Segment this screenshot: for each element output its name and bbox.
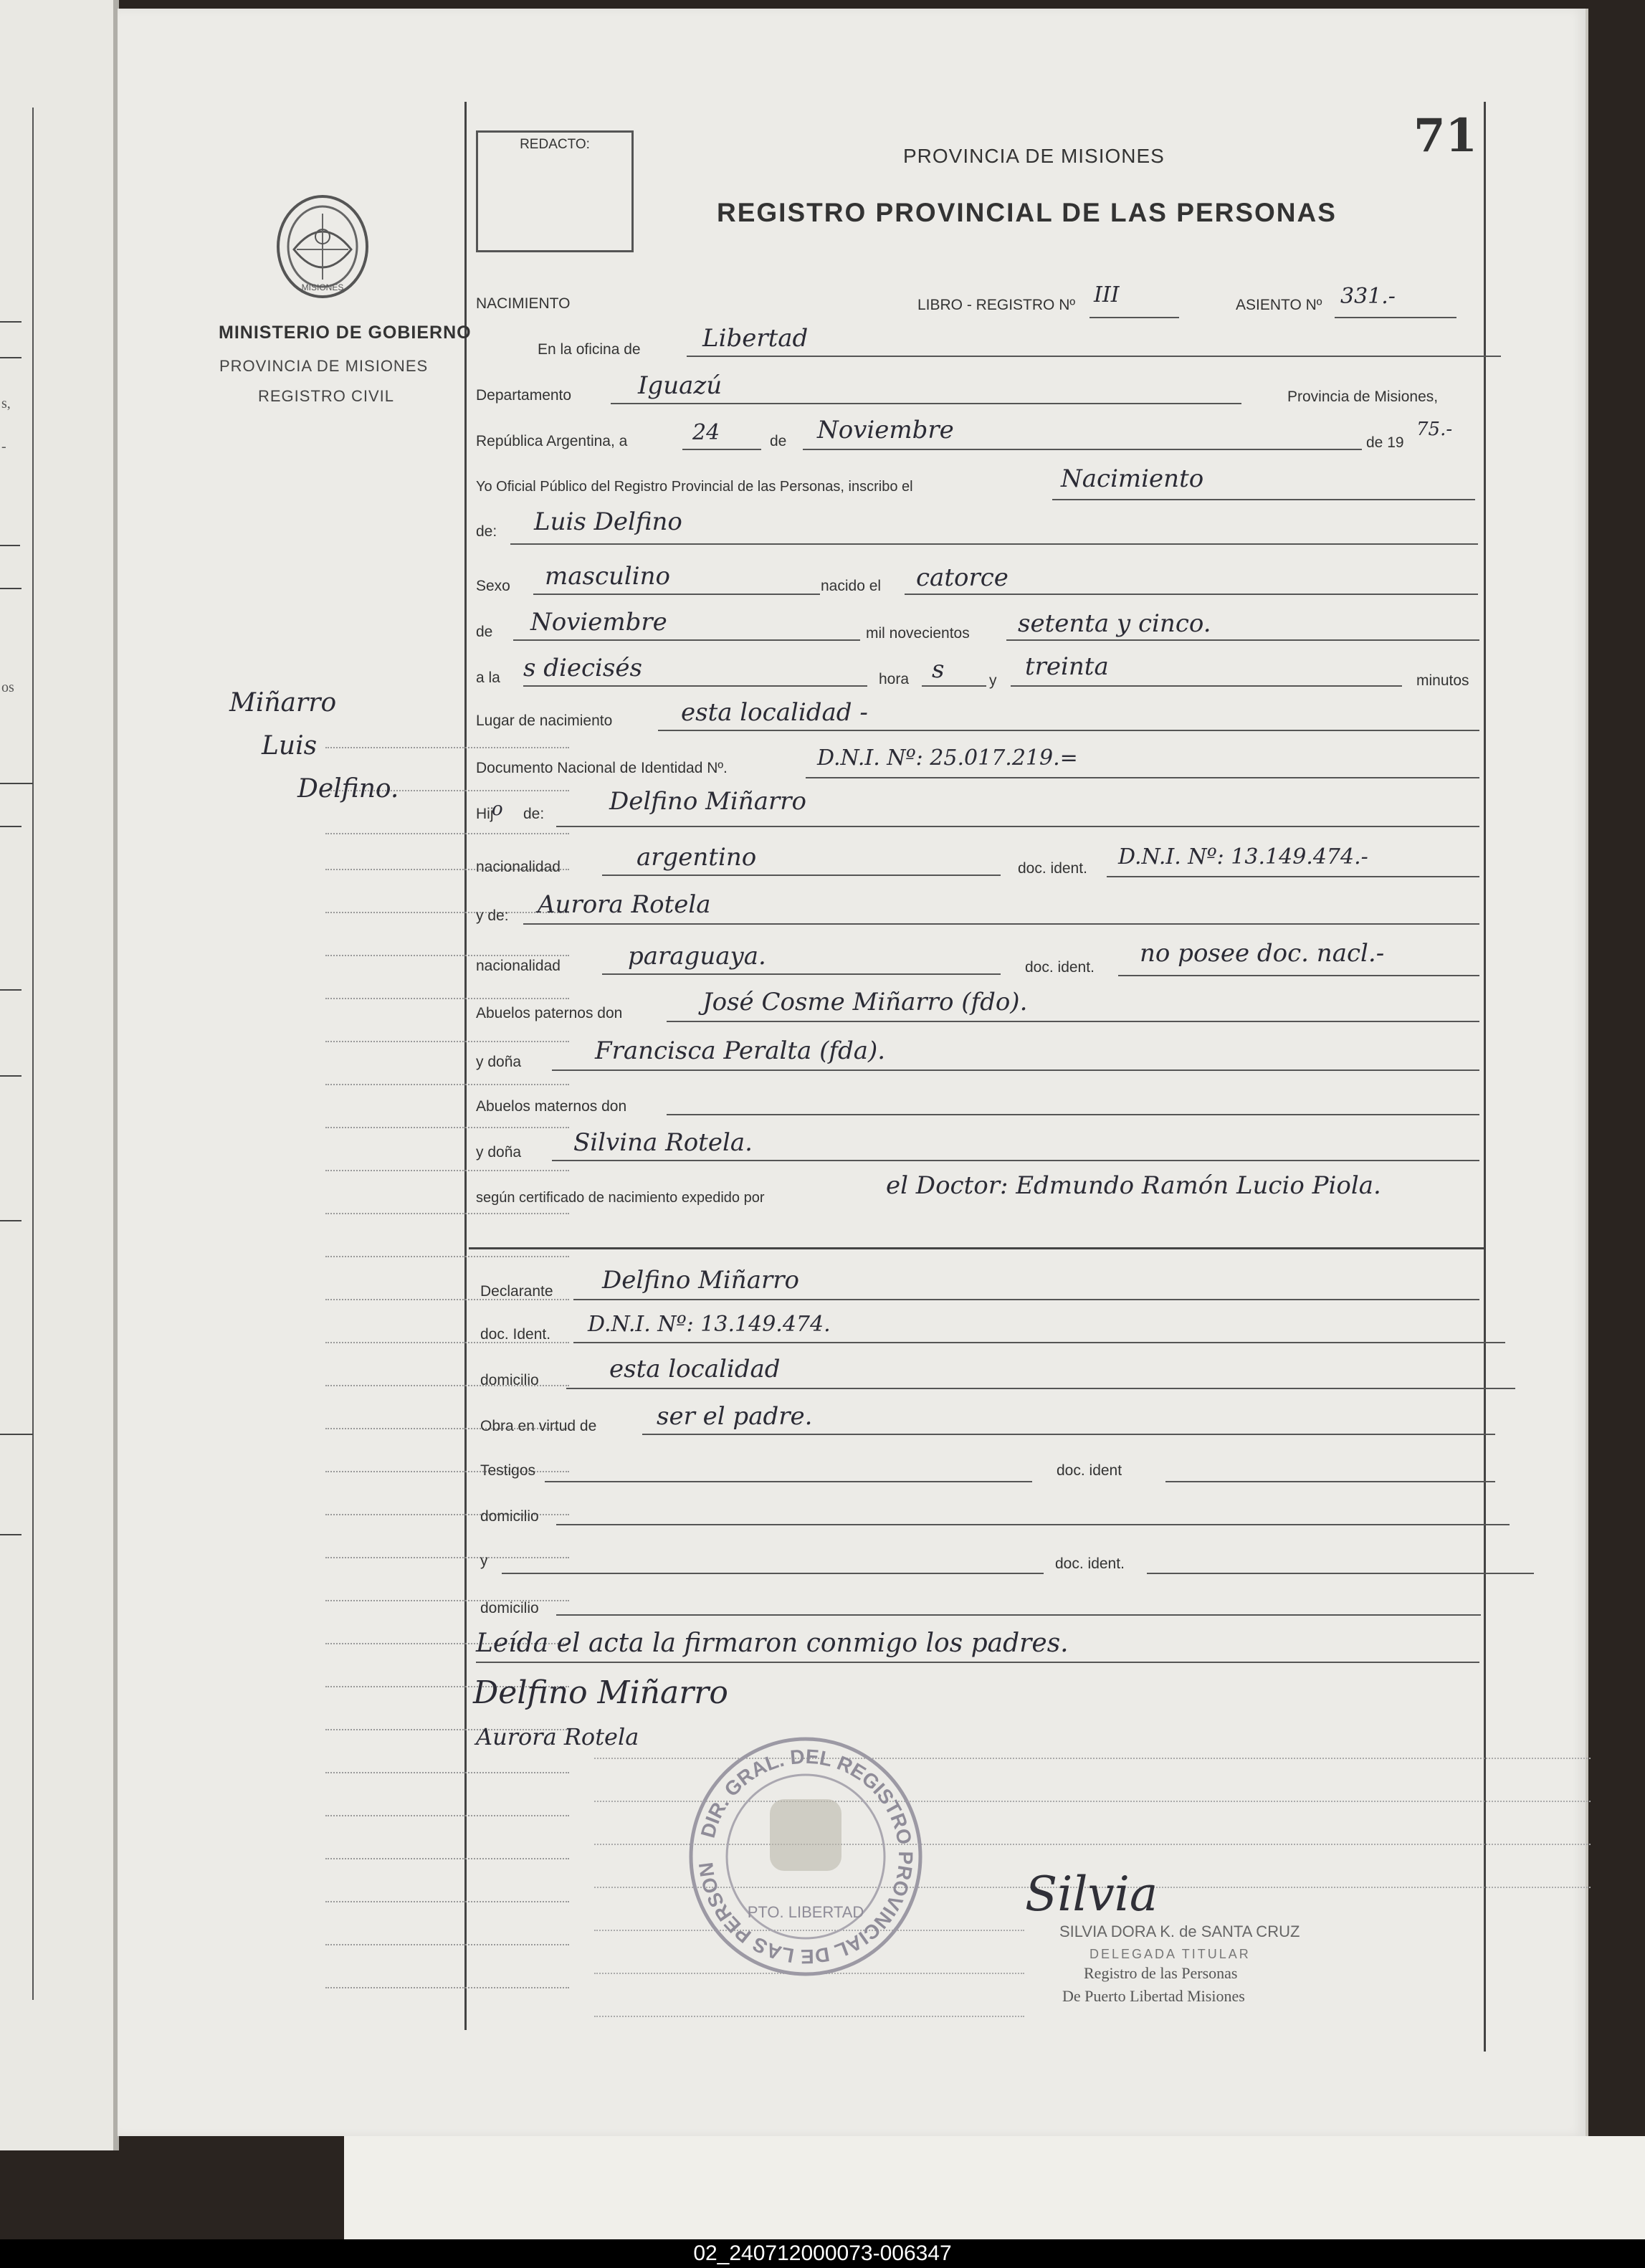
abuela-materna-label: y doña xyxy=(476,1144,522,1161)
hora-label: hora xyxy=(879,671,910,687)
provincia-label: Provincia de Misiones, xyxy=(1287,389,1439,405)
official-signature: Silvia xyxy=(1025,1867,1158,1922)
testigos-domicilio2-label: domicilio xyxy=(480,1600,539,1616)
declarante-domicilio-value: esta localidad xyxy=(609,1355,781,1383)
mother-doc-label: doc. ident. xyxy=(1025,959,1095,976)
hora-y-label: y xyxy=(989,672,997,689)
father-doc-label: doc. ident. xyxy=(1018,860,1087,877)
name-value: Luis Delfino xyxy=(534,508,682,536)
testigos-y-label: y xyxy=(480,1553,488,1569)
signature-mother: Aurora Rotela xyxy=(476,1723,639,1750)
libro-label: LIBRO - REGISTRO Nº xyxy=(917,297,1076,313)
lugar-label: Lugar de nacimiento xyxy=(476,713,613,729)
father-doc-value: D.N.I. Nº: 13.149.474.- xyxy=(1118,844,1368,869)
province-heading: PROVINCIA DE MISIONES xyxy=(903,145,1165,167)
testigos-doc2-label: doc. ident. xyxy=(1055,1555,1125,1572)
alas-value: s diecisés xyxy=(523,654,642,682)
stamp-inner-text: PTO. LIBERTAD xyxy=(747,1903,864,1921)
alas-label: a la xyxy=(476,670,500,686)
libro-value: III xyxy=(1094,282,1120,308)
dni-value: D.N.I. Nº: 25.017.219.= xyxy=(817,745,1078,771)
departamento-label: Departamento xyxy=(476,387,572,404)
declarante-domicilio-label: domicilio xyxy=(480,1372,539,1388)
mother-value: Aurora Rotela xyxy=(538,890,711,919)
testigos-label: Testigos xyxy=(480,1462,536,1479)
declarante-doc-value: D.N.I. Nº: 13.149.474. xyxy=(588,1312,831,1337)
oficina-label: En la oficina de xyxy=(538,341,641,358)
nacido-label: nacido el xyxy=(821,578,882,594)
declarante-value: Delfino Miñarro xyxy=(602,1266,799,1295)
nacido-value: catorce xyxy=(916,563,1009,592)
hijo-de-label: de: xyxy=(523,806,545,822)
hijo-label: Hij xyxy=(476,806,494,822)
obra-value: ser el padre. xyxy=(657,1402,813,1431)
asiento-value: 331.- xyxy=(1340,284,1396,309)
mother-yde-label: y de: xyxy=(476,907,509,924)
official-location: De Puerto Libertad Misiones xyxy=(1062,1987,1245,2005)
year-label: de 19 xyxy=(1366,434,1404,451)
ministry-office: REGISTRO CIVIL xyxy=(258,387,395,405)
hora-value: s xyxy=(932,655,945,684)
official-name: SILVIA DORA K. de SANTA CRUZ xyxy=(1059,1922,1300,1940)
hijo-suffix: o xyxy=(492,799,503,820)
declarante-doc-label: doc. Ident. xyxy=(480,1326,551,1343)
abuelos-maternos-label: Abuelos maternos don xyxy=(476,1098,627,1115)
declarante-label: Declarante xyxy=(480,1283,553,1300)
birth-month-value: Noviembre xyxy=(530,608,667,637)
father-nat-value: argentino xyxy=(636,843,757,872)
margin-note-line3: Delfino. xyxy=(297,774,399,804)
sexo-label: Sexo xyxy=(476,578,510,594)
yo-oficial-value: Nacimiento xyxy=(1061,464,1204,493)
previous-page-edge: s, - os xyxy=(0,0,115,2150)
republica-label: República Argentina, a xyxy=(476,433,628,449)
redacto-box xyxy=(476,130,634,252)
abuelos-paternos-label: Abuelos paternos don xyxy=(476,1005,623,1021)
name-de-label: de: xyxy=(476,523,497,540)
signature-father: Delfino Miñarro xyxy=(473,1674,728,1711)
folio-number: 71 xyxy=(1413,109,1478,163)
testigos-doc-label: doc. ident xyxy=(1057,1462,1122,1479)
mother-nacionalidad-label: nacionalidad xyxy=(476,958,561,974)
mother-nat-value: paraguaya. xyxy=(628,942,766,971)
image-id-footer: 02_240712000073-006347 xyxy=(0,2239,1645,2268)
official-office: Registro de las Personas xyxy=(1084,1964,1238,1982)
redacto-label: REDACTO: xyxy=(520,137,590,152)
dni-label: Documento Nacional de Identidad Nº. xyxy=(476,760,728,776)
segun-value: el Doctor: Edmundo Ramón Lucio Piola. xyxy=(886,1171,1381,1200)
asiento-label: ASIENTO Nº xyxy=(1236,297,1322,313)
father-value: Delfino Miñarro xyxy=(609,787,806,816)
margin-note-line1: Miñarro xyxy=(229,688,337,718)
coat-of-arms-seal xyxy=(272,192,373,307)
closing-note: Leída el acta la firmaron conmigo los padres. xyxy=(476,1629,1069,1658)
departamento-value: Iguazú xyxy=(638,371,723,400)
official-stamp xyxy=(684,1735,928,1978)
seal-text: MISIONES xyxy=(301,282,344,292)
testigos-domicilio-label: domicilio xyxy=(480,1508,539,1525)
father-nacionalidad-label: nacionalidad xyxy=(476,859,561,875)
day-value: 24 xyxy=(692,420,720,445)
yo-oficial-label: Yo Oficial Público del Registro Provincial de las Personas, inscribo el xyxy=(476,479,913,495)
abuelo-paterno-value: José Cosme Miñarro (fdo). xyxy=(702,988,1028,1016)
abuela-paterna-value: Francisca Peralta (fda). xyxy=(595,1037,886,1065)
official-role: DELEGADA TITULAR xyxy=(1089,1947,1251,1961)
mil-label: mil novecientos xyxy=(866,625,970,642)
ministry-province: PROVINCIA DE MISIONES xyxy=(219,357,429,375)
birth-month-de-label: de xyxy=(476,624,493,640)
page-title: REGISTRO PROVINCIAL DE LAS PERSONAS xyxy=(717,198,1337,227)
month-value: Noviembre xyxy=(817,416,954,444)
mil-value: setenta y cinco. xyxy=(1018,609,1211,638)
month-de-label: de xyxy=(770,433,787,449)
stamp-text: DIR. GRAL. DEL REGISTRO PROVINCIAL DE LAS PERSON xyxy=(695,1745,917,1968)
obra-label: Obra en virtud de xyxy=(480,1418,597,1434)
sexo-value: masculino xyxy=(545,562,671,591)
abuela-materna-value: Silvina Rotela. xyxy=(573,1128,753,1157)
year-value: 75.- xyxy=(1416,419,1453,440)
mother-doc-value: no posee doc. nacl.- xyxy=(1140,939,1385,968)
minutos-value: treinta xyxy=(1025,652,1109,681)
lugar-value: esta localidad - xyxy=(681,698,868,727)
segun-label: según certificado de nacimiento expedido por xyxy=(476,1190,765,1206)
margin-note-line2: Luis xyxy=(262,731,318,761)
abuela-paterna-label: y doña xyxy=(476,1054,522,1070)
nacimiento-label: NACIMIENTO xyxy=(476,295,571,312)
ministry-name: MINISTERIO DE GOBIERNO xyxy=(219,323,472,343)
minutos-label: minutos xyxy=(1416,672,1469,689)
oficina-value: Libertad xyxy=(702,324,809,353)
